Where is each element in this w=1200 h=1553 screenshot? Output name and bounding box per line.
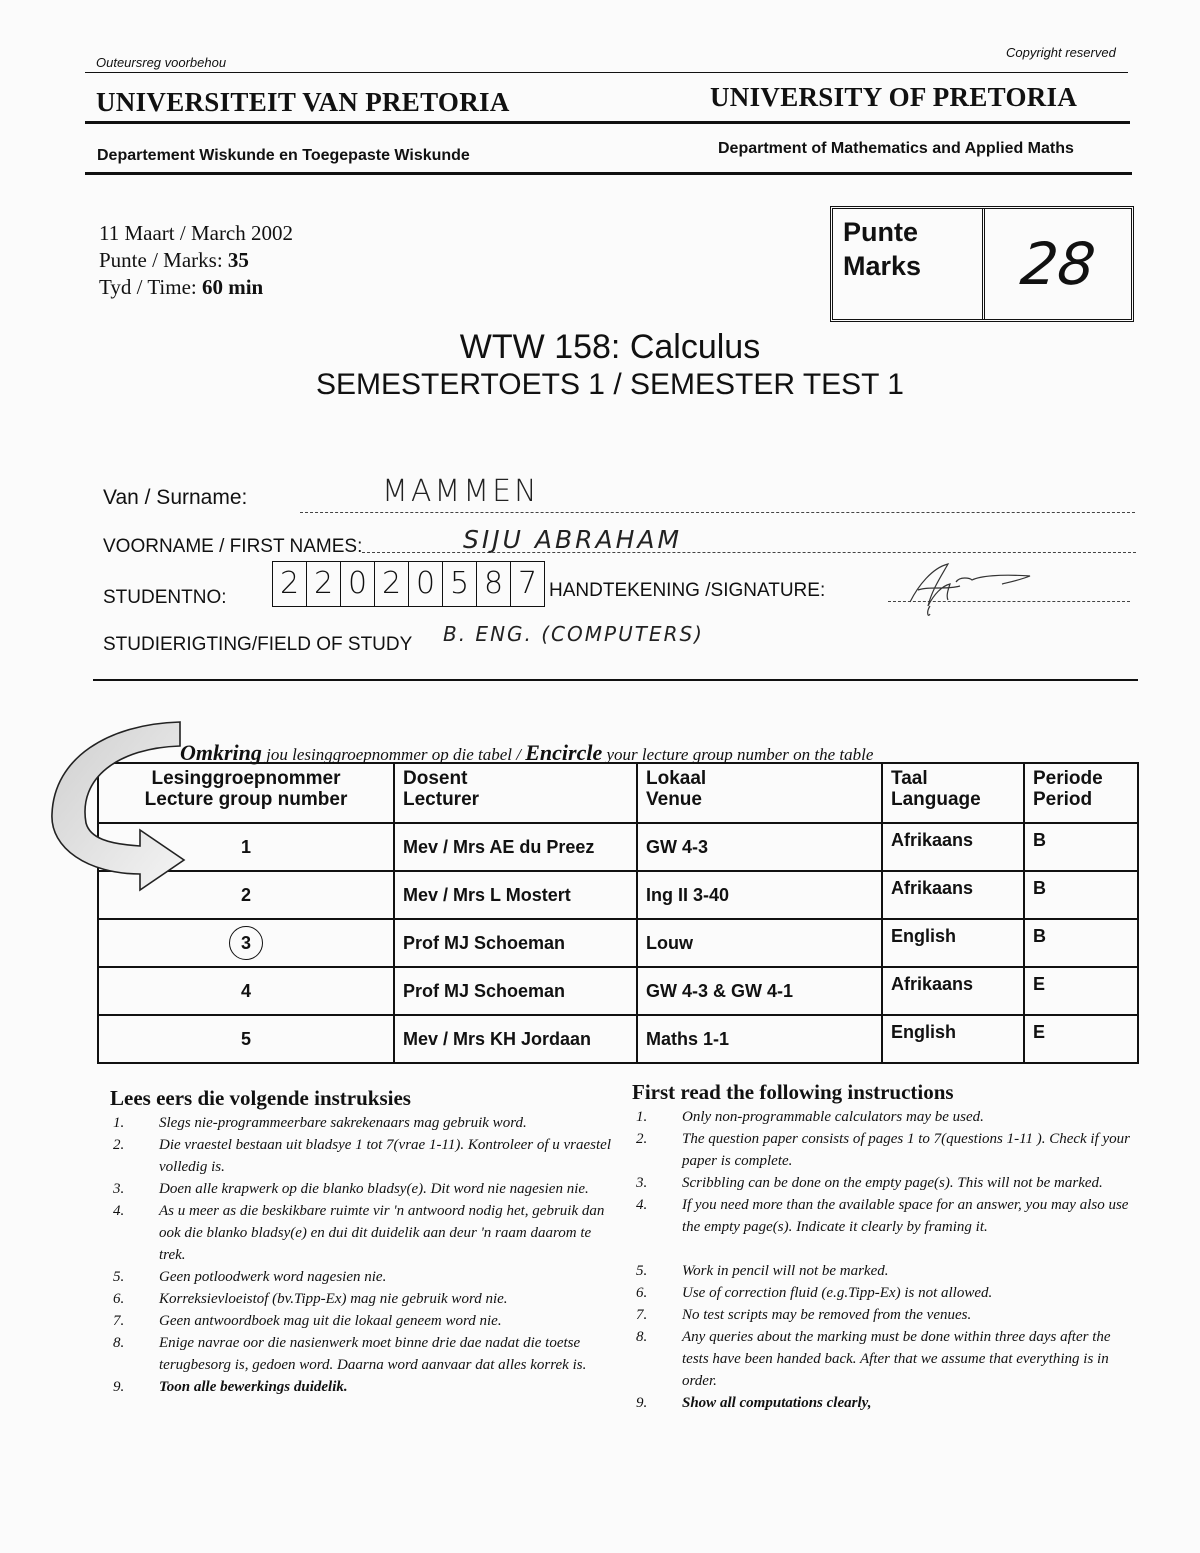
university-en: UNIVERSITY OF PRETORIA: [710, 82, 1078, 112]
header-rule-bottom: [85, 172, 1132, 175]
table-row: [98, 919, 1138, 967]
lecturer: Prof MJ Schoeman: [394, 919, 637, 967]
language: Afrikaans: [882, 967, 1024, 1015]
field-of-study-value: B. ENG. (COMPUTERS): [443, 622, 704, 646]
surname-line: [300, 512, 1135, 513]
list-item: 4. If you need more than the available space for an answer, you may also use the empty page(s). Indicate it clearly by framing it.: [636, 1197, 1129, 1235]
marks-score: 28: [1017, 230, 1099, 298]
copyright-en: Copyright reserved: [1006, 45, 1116, 60]
period: B: [1024, 823, 1138, 871]
venue: GW 4-3 & GW 4-1: [637, 967, 882, 1015]
list-item: 2. The question paper consists of pages 1 to 7(questions 1-11 ). Check if your paper is complete.: [636, 1131, 1131, 1169]
header-venue: Lokaal Venue: [637, 763, 882, 823]
test-info: [99, 220, 293, 301]
fields-rule: [93, 679, 1138, 681]
table-row: [98, 871, 1138, 919]
list-item: 5. Geen potloodwerk word nagesien nie.: [113, 1269, 387, 1285]
surname-value: MAMMEN: [382, 474, 540, 509]
list-item: 9. Toon alle bewerkings duidelik.: [113, 1379, 348, 1395]
encircle-instruction: Omkring jou lesinggroepnommer op die tabel / Encircle your lecture group number on the table: [180, 740, 874, 765]
venue: Ing II 3-40: [637, 871, 882, 919]
surname-label: Van / Surname:: [103, 486, 248, 509]
department-af: Departement Wiskunde en Toegepaste Wiskunde: [97, 147, 470, 164]
list-item: 7. Geen antwoordboek mag uit die lokaal geneem word nie.: [113, 1313, 502, 1329]
lecturer: Mev / Mrs AE du Preez: [394, 823, 637, 871]
group-number: 5: [98, 1015, 394, 1063]
list-item: 5. Work in pencil will not be marked.: [636, 1263, 889, 1279]
period: E: [1024, 967, 1138, 1015]
signature-scribble: [890, 556, 1050, 618]
table-row: [98, 823, 1138, 871]
marks-box: [830, 206, 1134, 322]
curved-arrow-icon: [48, 718, 198, 898]
language: English: [882, 919, 1024, 967]
list-item: 1. Only non-programmable calculators may be used.: [636, 1109, 984, 1125]
instructions-list-en: [636, 1106, 1136, 1414]
language: Afrikaans: [882, 871, 1024, 919]
list-item: 2. Die vraestel bestaan uit bladsye 1 tot 7(vrae 1-11). Kontroleer of u vraestel volledig is.: [113, 1137, 611, 1175]
test-date: 11 Maart / March 2002: [99, 221, 294, 245]
course-title: WTW 158: Calculus: [459, 328, 761, 366]
header-group: Lesinggroepnommer Lecture group number: [98, 763, 394, 823]
student-digit: 7: [517, 566, 538, 601]
period: B: [1024, 919, 1138, 967]
list-item: 3. Doen alle krapwerk op die blanko bladsy(e). Dit word nie nagesien nie.: [113, 1181, 589, 1197]
list-item: 3. Scribbling can be done on the empty page(s). This will not be marked.: [636, 1175, 1103, 1191]
student-no-label: STUDENTNO:: [103, 587, 227, 608]
field-of-study-label: STUDIERIGTING/FIELD OF STUDY: [103, 634, 413, 655]
lecture-group-table: [97, 762, 1139, 1064]
student-no-boxes: [272, 561, 545, 607]
table-header-row: [98, 763, 1138, 823]
copyright-af: Outeursreg voorbehou: [96, 55, 227, 70]
header-period: Periode Period: [1024, 763, 1138, 823]
instructions-heading-af: Lees eers die volgende instruksies: [110, 1086, 411, 1110]
venue: Louw: [637, 919, 882, 967]
list-item: 8. Enige navrae oor die nasienwerk moet binne drie dae nadat die toetse terugbesorg is, gedoen word. Daarna word aanvaar dat alles korrek is.: [113, 1335, 587, 1373]
list-item: 9. Show all computations clearly,: [636, 1395, 872, 1411]
test-title: SEMESTERTOETS 1 / SEMESTER TEST 1: [316, 368, 904, 401]
signature-label: HANDTEKENING /SIGNATURE:: [549, 580, 826, 601]
university-af: UNIVERSITEIT VAN PRETORIA: [96, 87, 510, 117]
department-en: Department of Mathematics and Applied Maths: [718, 140, 1074, 157]
header-rule-mid: [85, 121, 1130, 124]
header-language: Taal Language: [882, 763, 1024, 823]
student-digit: 2: [273, 562, 307, 606]
instructions-heading-en: First read the following instructions: [632, 1080, 954, 1104]
group-number: 4: [98, 967, 394, 1015]
period: B: [1024, 871, 1138, 919]
group-number: 1: [98, 823, 394, 871]
test-time: Tyd / Time: 60 min: [99, 275, 264, 299]
group-number-circled: [98, 919, 394, 967]
student-digit: 2: [375, 562, 409, 606]
language: English: [882, 1015, 1024, 1063]
marks-box-label: Punte Marks: [833, 209, 985, 319]
language: Afrikaans: [882, 823, 1024, 871]
list-item: 6. Use of correction fluid (e.g.Tipp-Ex) is not allowed.: [636, 1285, 993, 1301]
venue: Maths 1-1: [637, 1015, 882, 1063]
table-row: [98, 1015, 1138, 1063]
lecturer: Mev / Mrs KH Jordaan: [394, 1015, 637, 1063]
list-item: 1. Slegs nie-programmeerbare sakrekenaars mag gebruik word.: [113, 1115, 527, 1131]
test-marks: Punte / Marks: 35: [99, 248, 249, 272]
period: E: [1024, 1015, 1138, 1063]
student-digit: 8: [477, 562, 511, 606]
student-digit: 5: [443, 562, 477, 606]
instructions-list-af: [113, 1112, 618, 1398]
list-item: 6. Korreksievloeistof (bv.Tipp-Ex) mag nie gebruik word nie.: [113, 1291, 508, 1307]
list-item: 4. As u meer as die beskikbare ruimte vir 'n antwoord nodig het, gebruik dan ook die blanko bladsy(e) en dui dit duidelik aan deur 'n raam daarom te trek.: [113, 1203, 605, 1263]
venue: GW 4-3: [637, 823, 882, 871]
student-digit: 0: [409, 562, 443, 606]
header-rule-top: [85, 72, 1128, 73]
list-item: 8. Any queries about the marking must be done within three days after the tests have been handed back. After that we assume that everything is in order.: [636, 1329, 1111, 1389]
header-lecturer: Dosent Lecturer: [394, 763, 637, 823]
first-names-label: VOORNAME / FIRST NAMES:: [103, 536, 363, 557]
first-names-value: SIJU ABRAHAM: [463, 525, 683, 554]
circled-group: 3: [229, 926, 263, 960]
table-row: [98, 967, 1138, 1015]
lecturer: Prof MJ Schoeman: [394, 967, 637, 1015]
lecturer: Mev / Mrs L Mostert: [394, 871, 637, 919]
student-digit: 0: [341, 562, 375, 606]
list-item: 7. No test scripts may be removed from the venues.: [636, 1307, 972, 1323]
group-number: 2: [98, 871, 394, 919]
student-digit: 2: [307, 562, 341, 606]
